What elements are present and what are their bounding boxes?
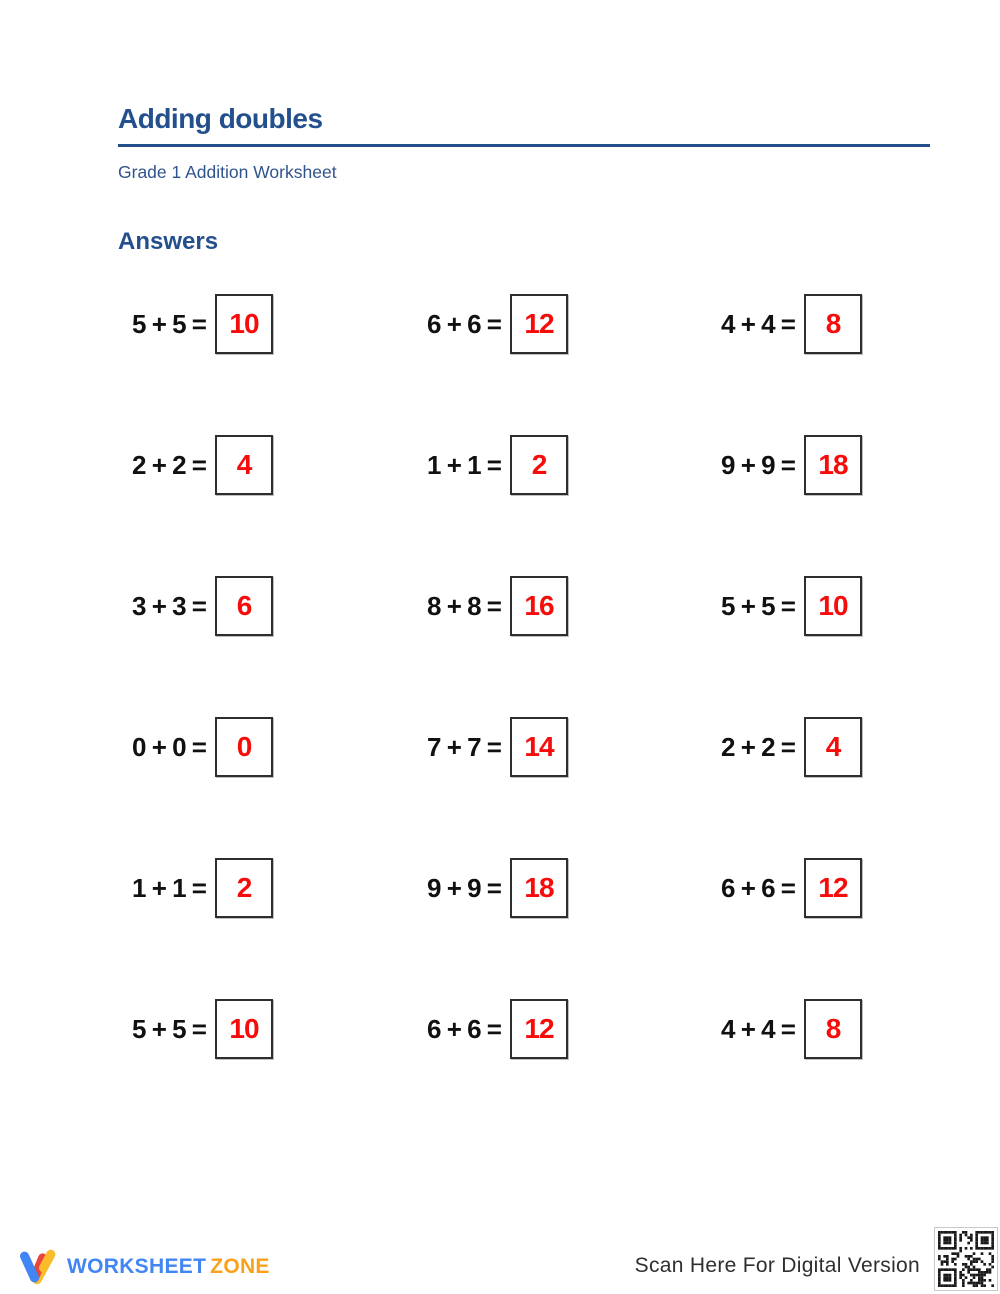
answer-box	[215, 999, 273, 1059]
problem-item	[118, 576, 413, 717]
answer-box	[804, 717, 862, 777]
answer-value: 4	[825, 731, 841, 762]
problem-item	[707, 576, 882, 717]
answer-box	[804, 858, 862, 918]
problem-expression: 6 + 6 =	[427, 1014, 501, 1044]
answer-box	[215, 858, 273, 918]
problem-expression: 6 + 6 =	[427, 309, 501, 339]
problem-expression: 3 + 3 =	[132, 591, 206, 621]
title-divider	[118, 144, 930, 147]
answer-box	[510, 858, 568, 918]
problem-item	[707, 435, 882, 576]
answer-box	[804, 576, 862, 636]
worksheet-subtitle: Grade 1 Addition Worksheet	[118, 162, 337, 182]
problems-grid	[118, 294, 882, 1140]
problem-expression: 5 + 5 =	[721, 591, 795, 621]
problem-expression: 5 + 5 =	[132, 309, 206, 339]
answer-box	[804, 435, 862, 495]
problem-expression: 2 + 2 =	[132, 450, 206, 480]
problem-expression: 0 + 0 =	[132, 732, 206, 762]
logo-text-zone: ZONE	[210, 1255, 270, 1278]
answer-value: 14	[524, 731, 554, 762]
answer-box	[215, 576, 273, 636]
answer-box	[510, 717, 568, 777]
problem-expression: 9 + 9 =	[721, 450, 795, 480]
problem-item	[118, 717, 413, 858]
answer-value: 16	[524, 590, 554, 621]
problem-item	[413, 294, 707, 435]
answer-value: 2	[236, 872, 252, 903]
answers-heading: Answers	[118, 228, 219, 255]
problem-expression: 4 + 4 =	[721, 309, 795, 339]
answer-box	[510, 999, 568, 1059]
problem-expression: 8 + 8 =	[427, 591, 501, 621]
answer-box	[215, 435, 273, 495]
problem-item	[118, 435, 413, 576]
answer-value: 10	[229, 1013, 259, 1044]
problem-item	[118, 294, 413, 435]
worksheetzone-logo	[18, 1248, 270, 1286]
answer-value: 12	[818, 872, 848, 903]
qr-code	[934, 1227, 998, 1291]
scan-here-label: Scan Here For Digital Version	[634, 1254, 920, 1277]
answer-value: 18	[818, 449, 848, 480]
answer-box	[215, 717, 273, 777]
answer-value: 2	[531, 449, 547, 480]
problem-expression: 2 + 2 =	[721, 732, 795, 762]
problem-expression: 5 + 5 =	[132, 1014, 206, 1044]
problem-item	[118, 999, 413, 1140]
logo-wordmark	[67, 1255, 270, 1279]
answer-value: 4	[236, 449, 252, 480]
problem-expression: 4 + 4 =	[721, 1014, 795, 1044]
logo-w-icon	[18, 1248, 60, 1286]
problem-item	[413, 435, 707, 576]
answer-box	[804, 294, 862, 354]
problem-expression: 7 + 7 =	[427, 732, 501, 762]
problem-item	[707, 999, 882, 1140]
answer-value: 8	[825, 1013, 841, 1044]
answer-value: 6	[236, 590, 252, 621]
problem-item	[413, 858, 707, 999]
answer-box	[215, 294, 273, 354]
logo-text-worksheet: WORKSHEET	[67, 1255, 207, 1278]
page-title: Adding doubles	[118, 103, 323, 134]
problem-expression: 1 + 1 =	[427, 450, 501, 480]
answer-value: 18	[524, 872, 554, 903]
problem-item	[707, 294, 882, 435]
answer-box	[510, 294, 568, 354]
problem-item	[707, 858, 882, 999]
problem-expression: 1 + 1 =	[132, 873, 206, 903]
problem-item	[413, 999, 707, 1140]
answer-box	[510, 435, 568, 495]
problem-item	[118, 858, 413, 999]
answer-value: 12	[524, 1013, 554, 1044]
problem-expression: 9 + 9 =	[427, 873, 501, 903]
problem-item	[707, 717, 882, 858]
answer-box	[510, 576, 568, 636]
problem-item	[413, 717, 707, 858]
answer-value: 10	[818, 590, 848, 621]
answer-value: 12	[524, 308, 554, 339]
problem-item	[413, 576, 707, 717]
problem-expression: 6 + 6 =	[721, 873, 795, 903]
answer-box	[804, 999, 862, 1059]
answer-value: 8	[825, 308, 841, 339]
answer-value: 0	[236, 731, 252, 762]
answer-value: 10	[229, 308, 259, 339]
